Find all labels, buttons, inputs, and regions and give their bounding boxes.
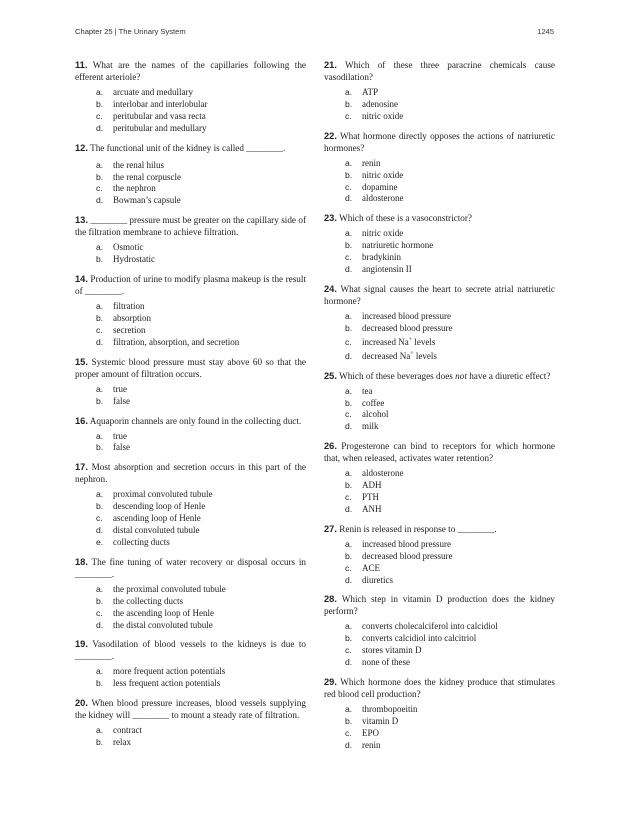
answer-option: a. more frequent action potentials — [96, 666, 226, 677]
answer-option: b. nitric oxide — [345, 169, 404, 180]
answer-option: c. the ascending loop of Henle — [96, 607, 214, 618]
answer-option: a. Osmotic — [96, 242, 144, 253]
question-number: 14. — [75, 274, 88, 285]
answer-option: c. alcohol — [345, 409, 389, 420]
question-number: 16. — [75, 415, 88, 426]
question-number: 27. — [324, 523, 337, 534]
question-number: 23. — [324, 213, 337, 224]
answer-option: a. renin — [345, 157, 381, 168]
answer-option: d. filtration, absorption, and secretion — [96, 336, 240, 347]
question-16 — [75, 415, 306, 455]
answer-option: c. ascending loop of Henle — [96, 513, 201, 524]
question-text: ________ pressure must be greater on the capillary side of the filtration membrane to achieve filtration. — [75, 215, 307, 238]
answer-option: a. the proximal convoluted tubule — [96, 583, 226, 594]
answer-option: a. true — [96, 383, 127, 394]
question-text: The fine tuning of water recovery or disposal occurs in ________. — [75, 556, 306, 579]
question-22 — [324, 130, 555, 206]
page-number: 1245 — [537, 27, 554, 36]
answer-option: c. secretion — [96, 324, 146, 335]
question-15 — [75, 356, 306, 408]
answer-option: a. thrombopoeitin — [345, 704, 418, 715]
answer-option: b. vitamin D — [345, 716, 399, 726]
answer-option: a. arcuate and medullary — [96, 87, 193, 97]
answer-option: b. the renal corpuscle — [96, 171, 181, 182]
question-number: 25. — [324, 370, 337, 381]
answer-option: c. increased Na+ levels — [345, 336, 436, 347]
answer-option: c. nitric oxide — [345, 110, 404, 121]
question-text: Renin is released in response to ________. — [339, 523, 497, 534]
answer-option: b. descending loop of Henle — [96, 501, 206, 512]
question-text: What hormone directly opposes the actions of natriuretic hormones? — [324, 130, 555, 153]
question-text: Vasodilation of blood vessels to the kidneys is due to ________. — [75, 639, 306, 662]
answer-option: c. PTH — [345, 492, 380, 503]
answer-option: a. tea — [345, 385, 373, 396]
answer-option: b. ADH — [345, 480, 382, 491]
question-text: Which of these is a vasoconstrictor? — [339, 213, 472, 224]
answer-option: c. bradykinin — [345, 252, 401, 263]
answer-option: c. EPO — [345, 727, 380, 738]
question-14 — [75, 273, 306, 349]
question-number: 28. — [324, 594, 337, 605]
answer-option: a. true — [96, 430, 127, 441]
answer-option: d. ANH — [345, 503, 382, 514]
question-text: What are the names of the capillaries following the efferent arteriole? — [75, 60, 306, 82]
answer-option: b. less frequent action potentials — [96, 678, 221, 689]
answer-option: a. ATP — [345, 87, 379, 97]
page-header — [75, 27, 554, 41]
answer-option: b. natriuretic hormone — [345, 240, 434, 251]
question-text: Which of these three paracrine chemicals cause vasodilation? — [324, 60, 555, 82]
question-number: 12. — [75, 142, 88, 153]
answer-option: d. angiotensin II — [345, 264, 412, 275]
answer-option: d. distal convoluted tubule — [96, 525, 200, 536]
question-12 — [75, 142, 306, 208]
answer-option: b. converts calcidiol into calcitriol — [345, 633, 477, 644]
question-text: What signal causes the heart to secrete atrial natriuretic hormone? — [324, 283, 555, 306]
answer-option: b. false — [96, 442, 130, 453]
answer-option: d. peritubular and medullary — [96, 122, 207, 133]
answer-option: a. proximal convoluted tubule — [96, 489, 213, 500]
answer-option: a. filtration — [96, 301, 145, 312]
answer-option: b. interlobar and interlobular — [96, 98, 208, 109]
question-21 — [324, 59, 555, 123]
answer-option: b. the collecting ducts — [96, 595, 183, 606]
answer-option: c. dopamine — [345, 181, 398, 192]
answer-option: d. milk — [345, 421, 379, 432]
question-20 — [75, 697, 306, 749]
question-27 — [324, 523, 555, 587]
question-text: Progesterone can bind to receptors for which hormone that, when released, activates water retention? — [324, 441, 555, 464]
question-number: 17. — [75, 462, 88, 473]
answer-option: b. decreased blood pressure — [345, 322, 453, 333]
answer-option: a. contract — [96, 725, 142, 736]
answer-option: a. increased blood pressure — [345, 310, 451, 321]
answer-option: d. diuretics — [345, 574, 393, 585]
answer-option: a. nitric oxide — [345, 228, 404, 239]
question-text: Systemic blood pressure must stay above 60 so that the proper amount of filtration occurs. — [75, 356, 306, 379]
question-17 — [75, 461, 306, 549]
answer-option: d. the distal convoluted tubule — [96, 619, 213, 630]
answer-option: b. absorption — [96, 312, 151, 323]
question-number: 21. — [324, 60, 337, 70]
answer-option: b. decreased blood pressure — [345, 550, 453, 561]
question-text: Which step in vitamin D production does the kidney perform? — [324, 594, 555, 617]
question-number: 13. — [75, 215, 88, 226]
question-number: 20. — [75, 698, 88, 709]
question-text: The functional unit of the kidney is called ________. — [90, 142, 286, 153]
question-text: Which of these beverages does not have a diuretic effect? — [339, 370, 551, 381]
question-19 — [75, 638, 306, 690]
question-number: 22. — [324, 130, 337, 141]
question-26 — [324, 440, 555, 516]
question-24 — [324, 283, 555, 363]
answer-option: a. converts cholecalciferol into calcidiol — [345, 621, 498, 632]
answer-option: d. aldosterone — [345, 193, 404, 204]
question-18 — [75, 556, 306, 632]
question-number: 15. — [75, 356, 88, 367]
answer-option: b. Hydrostatic — [96, 254, 155, 265]
answer-option: c. stores vitamin D — [345, 645, 422, 656]
answer-option: d. decreased Na+ levels — [345, 350, 437, 361]
question-text: Which hormone does the kidney produce that stimulates red blood cell production? — [324, 677, 555, 700]
answer-option: b. adenosine — [345, 98, 398, 109]
question-29 — [324, 676, 555, 752]
answer-option: d. Bowman’s capsule — [96, 195, 181, 206]
question-number: 26. — [324, 441, 337, 452]
answer-option: c. ACE — [345, 562, 380, 573]
answer-option: c. peritubular and vasa recta — [96, 110, 206, 121]
question-11 — [75, 59, 306, 135]
answer-option: d. none of these — [345, 657, 410, 668]
question-number: 19. — [75, 639, 88, 650]
answer-option: b. relax — [96, 737, 131, 748]
right-column — [324, 59, 555, 759]
question-text: When blood pressure increases, blood vessels supplying the kidney will ________ to mount a steady rate of filtration. — [75, 698, 306, 721]
question-13 — [75, 214, 306, 266]
question-28 — [324, 593, 555, 669]
question-number: 24. — [324, 283, 337, 294]
question-number: 18. — [75, 556, 88, 567]
question-text: Aquaporin channels are only found in the collecting duct. — [89, 415, 302, 426]
question-number: 29. — [324, 677, 337, 688]
question-text: Production of urine to modify plasma makeup is the result of ________. — [75, 274, 306, 297]
answer-option: c. the nephron — [96, 183, 156, 194]
answer-option: a. aldosterone — [345, 468, 404, 479]
answer-option: e. collecting ducts — [96, 536, 170, 547]
answer-option: b. false — [96, 395, 130, 406]
left-column — [75, 59, 306, 756]
question-25 — [324, 370, 555, 434]
question-23 — [324, 212, 555, 276]
answer-option: d. renin — [345, 739, 381, 750]
answer-option: b. coffee — [345, 397, 385, 408]
answer-option: a. increased blood pressure — [345, 538, 451, 549]
question-number: 11. — [75, 60, 88, 70]
chapter-title: Chapter 25 | The Urinary System — [75, 27, 186, 36]
question-text: Most absorption and secretion occurs in this part of the nephron. — [75, 462, 306, 485]
answer-option: a. the renal hilus — [96, 159, 164, 170]
